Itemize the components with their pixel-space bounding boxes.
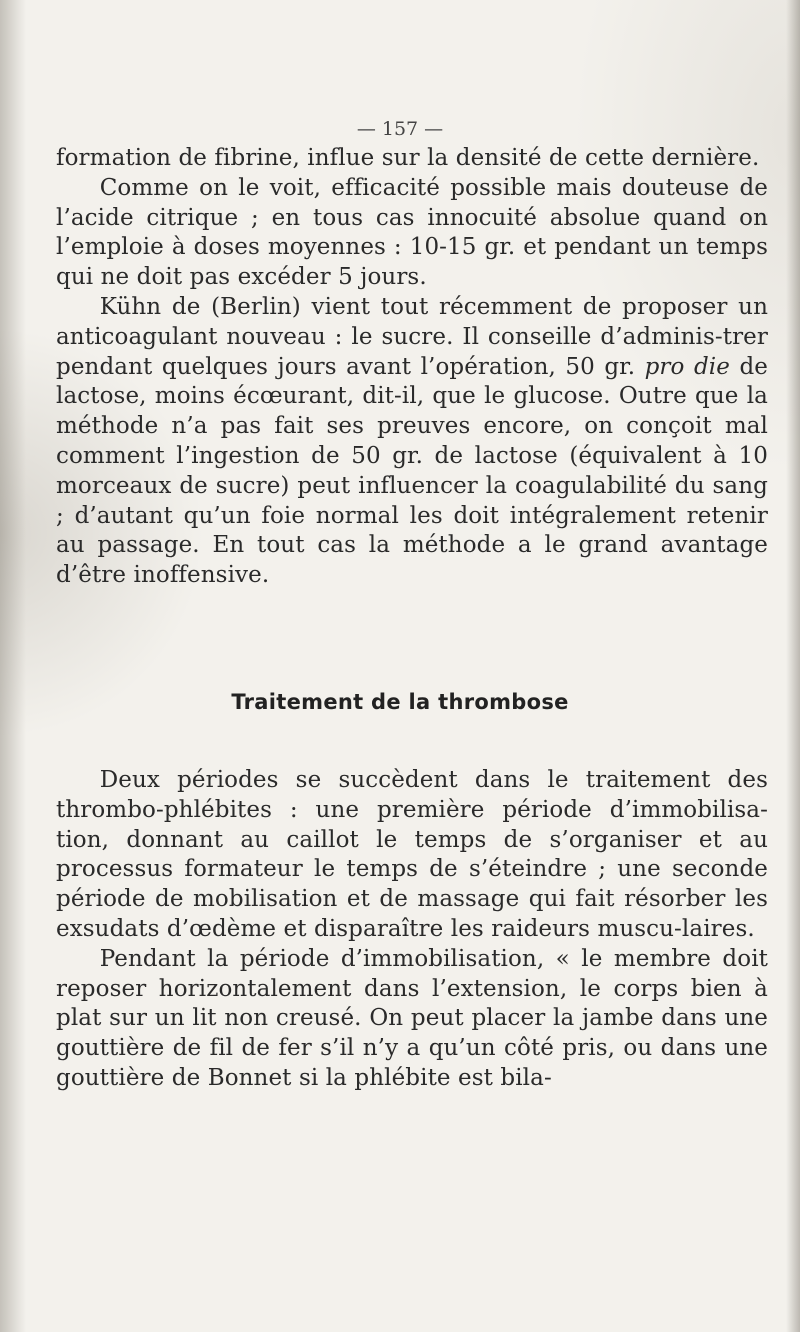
paragraph-immobilisation: Pendant la période d’immobilisation, « le membre doit reposer horizontalement dans l’extension, le corps bien à plat sur un lit non creusé. On peut placer la jambe dans une gouttière de fil de fer s’il n’y a qu’un côté pris, ou dans une gouttière de Bonnet si la phlébite est bila-: [56, 945, 768, 1091]
binding-shadow: [0, 0, 26, 1332]
page-number: — 157 —: [356, 118, 444, 140]
section-heading: Traitement de la thrombose: [231, 690, 569, 714]
paragraph-citric-acid: Comme on le voit, efficacité possible mais douteuse de l’acide citrique ; en tous cas innocuité absolue quand on l’emploie à doses moyennes : 10-15 gr. et pendant un temps qui ne doit pas excéder 5 jours.: [56, 174, 768, 291]
paragraph-kuhn: [56, 293, 768, 591]
kuhn-text-after: de lactose, moins écœurant, dit-il, que le glucose. Outre que la méthode n’a pas fait ses preuves encore, on conçoit mal comment l’ingestion de 50 gr. de lactose (équivalent à 10 morceaux de sucre) peut influencer la coagulabilité du sang ; d’autant qu’un foie normal les doit intégralement retenir au passage. En tout cas la méthode a le grand avantage d’être inoffensive.: [56, 353, 768, 589]
kuhn-text-before: Kühn de (Berlin) vient tout récemment de proposer un anticoagulant nouveau : le sucre. Il conseille d’adminis-trer pendant quelques jours avant l’opération, 50 gr.: [56, 293, 768, 380]
page-edge: [786, 0, 800, 1332]
paragraph-two-periods: Deux périodes se succèdent dans le traitement des thrombo-phlébites : une première période d’immobilisa-tion, donnant au caillot le temps de s’organiser et au processus formateur le temps de s’éteindre ; une seconde période de mobilisation et de massage qui fait résorber les exsudats d’œdème et disparaître les raideurs muscu-laires.: [56, 767, 768, 942]
paragraph-continuation: formation de fibrine, influe sur la densité de cette dernière.: [56, 145, 760, 171]
latin-phrase: pro die: [644, 353, 730, 380]
text-block-top: [56, 144, 768, 591]
text-block-bottom: [56, 766, 768, 1094]
